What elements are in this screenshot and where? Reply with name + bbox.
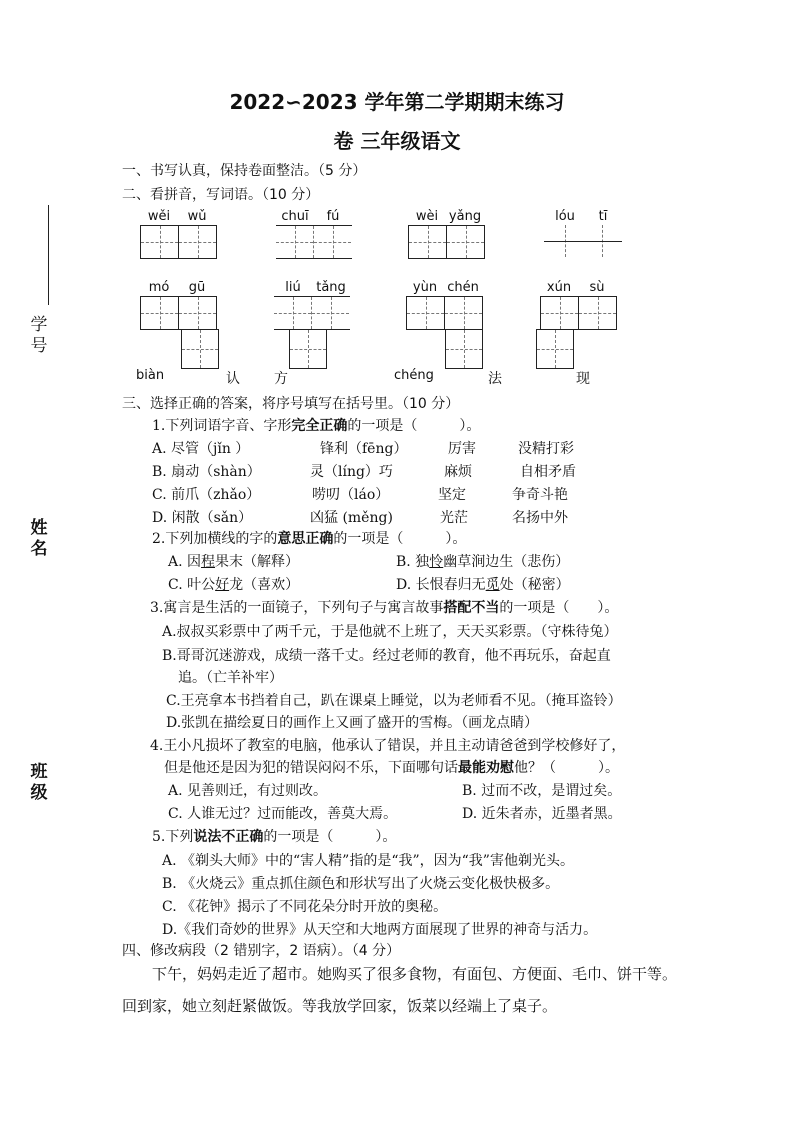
exam-subtitle: 卷 三年级语文 <box>333 129 461 153</box>
pinyin-word-7 <box>406 279 483 330</box>
q1-b-word: 麻烦 <box>444 464 472 480</box>
q1-a-word: 厉害 <box>448 441 476 457</box>
q3-option-b-cont: 追。（亡羊补牢） <box>178 670 283 686</box>
pinyin: tǎng <box>316 280 346 295</box>
question-2-stem: 2.下列加横线的字的意思正确的一项是（ ）。 <box>152 531 467 547</box>
q5-option-b[interactable]: B. 《火烧云》重点抓住颜色和形状写出了火烧云变化极快极多。 <box>162 876 560 892</box>
pinyin: wèi <box>415 209 439 224</box>
pinyin-word-3 <box>408 208 485 259</box>
q1-d-word: 凶猛 (měng) <box>310 510 393 526</box>
student-no-line <box>48 205 49 305</box>
writing-cell[interactable] <box>289 329 327 369</box>
q1-option-b[interactable]: B. 扇动（shàn） <box>152 464 261 480</box>
pinyin: yǎng <box>448 209 482 224</box>
exam-title: 2022∽2023 学年第二学期期末练习 <box>229 90 565 114</box>
pinyin: lóu <box>555 209 575 224</box>
pinyin: wǔ <box>187 209 207 224</box>
writing-cell[interactable] <box>274 297 312 329</box>
pinyin-word-6 <box>274 279 350 330</box>
q1-d-word: 光茫 <box>440 510 468 526</box>
q4-option-b[interactable]: B. 过而不改，是谓过矣。 <box>462 783 622 799</box>
question-3-stem: 3.寓言是生活的一面镜子，下列句子与寓言故事搭配不当的一项是（ ）。 <box>150 600 619 616</box>
writing-cell[interactable] <box>179 297 216 329</box>
q1-b-word: 自相矛盾 <box>520 464 576 480</box>
q3-option-a[interactable]: A.叔叔买彩票中了两千元，于是他就不上班了，天天买彩票。（守株待兔） <box>162 624 618 640</box>
pinyin: sù <box>589 280 605 295</box>
q5-option-a[interactable]: A. 《剃头大师》中的“害人精”指的是“我”，因为“我”害他剃光头。 <box>162 853 574 869</box>
q3-option-d[interactable]: D.张凯在描绘夏日的画作上又画了盛开的雪梅。（画龙点睛） <box>166 715 539 731</box>
writing-cell[interactable] <box>447 226 484 258</box>
q1-c-word: 唠叨（láo） <box>312 487 390 503</box>
pinyin: liú <box>285 280 301 295</box>
class-label: 班级 <box>30 762 48 803</box>
section-1-heading: 一、书写认真，保持卷面整洁。（5 分） <box>122 163 367 179</box>
section-4-heading: 四、修改病段（2 错别字，2 语病）。（4 分） <box>122 943 401 959</box>
writing-cell[interactable] <box>314 226 351 258</box>
q1-b-word: 灵（líng）巧 <box>310 464 393 480</box>
pinyin-word-8 <box>540 279 617 330</box>
section-2-heading: 二、看拼音，写词语。（10 分） <box>122 187 320 203</box>
writing-cell[interactable] <box>276 226 314 258</box>
writing-cell[interactable] <box>181 329 219 369</box>
pinyin: tī <box>598 209 608 224</box>
writing-cell[interactable] <box>579 297 616 329</box>
writing-cell[interactable] <box>407 297 445 329</box>
writing-cell[interactable] <box>445 297 482 329</box>
q3-option-b[interactable]: B.哥哥沉迷游戏，成绩一落千丈。经过老师的教育，他不再玩乐，奋起直 <box>162 648 611 664</box>
q1-option-c[interactable]: C. 前爪（zhǎo） <box>152 487 261 503</box>
section-3-heading: 三、选择正确的答案，将序号填写在括号里。（10 分） <box>122 396 460 412</box>
q4-option-d[interactable]: D. 近朱者赤，近墨者黑。 <box>462 806 622 822</box>
revision-passage: 下午，妈妈走近了超市。她购买了很多食物，有面包、方便面、毛巾、饼干等。回到家，她立刻赶紧做饭。等我放学回家，饭菜以经端上了桌子。 <box>122 965 678 1015</box>
pinyin-word-5 <box>140 279 217 330</box>
writing-cell[interactable] <box>445 329 483 369</box>
writing-cell[interactable] <box>546 225 583 257</box>
pinyin: chéng <box>394 368 434 383</box>
pinyin: wěi <box>147 209 171 224</box>
given-character: 方 <box>274 371 288 387</box>
q1-a-word: 锋利（fēng） <box>320 441 408 457</box>
pinyin-word-4 <box>546 208 624 257</box>
q4-option-a[interactable]: A. 见善则迁，有过则改。 <box>168 783 328 799</box>
pinyin: chuī <box>281 209 309 224</box>
question-5-stem: 5.下列说法不正确的一项是（ ）。 <box>152 829 397 845</box>
writing-cell[interactable] <box>541 297 579 329</box>
question-1-stem: 1.下列词语字音、字形完全正确的一项是（ ）。 <box>152 418 481 434</box>
writing-cell[interactable] <box>583 225 620 257</box>
pinyin: biàn <box>136 368 165 383</box>
q2-option-d[interactable]: D. 长恨春归无觅处（秘密） <box>396 577 570 593</box>
writing-cell[interactable] <box>312 297 349 329</box>
q5-option-d[interactable]: D.《我们奇妙的世界》从天空和大地两方面展现了世界的神奇与活力。 <box>162 922 598 938</box>
pinyin: mó <box>148 280 170 295</box>
writing-cell[interactable] <box>536 329 574 369</box>
writing-cell[interactable] <box>179 226 216 258</box>
q5-option-c[interactable]: C. 《花钟》揭示了不同花朵分时开放的奥秘。 <box>162 899 448 915</box>
q1-a-word: 没精打彩 <box>518 441 574 457</box>
q3-option-c[interactable]: C.王亮拿本书挡着自己，趴在课桌上睡觉，以为老师看不见。（掩耳盗铃） <box>166 693 622 709</box>
pinyin: fú <box>326 209 340 224</box>
q1-d-word: 名扬中外 <box>512 510 568 526</box>
pinyin: xún <box>546 280 572 295</box>
pinyin-word-2 <box>276 208 352 259</box>
q4-option-c[interactable]: C. 人谁无过？过而能改，善莫大焉。 <box>168 806 398 822</box>
q2-option-c[interactable]: C. 叶公好龙（喜欢） <box>168 577 300 593</box>
writing-cell[interactable] <box>409 226 447 258</box>
q2-option-b[interactable]: B. 独怜幽草涧边生（悲伤） <box>396 554 570 570</box>
question-4-stem-2: 但是他还是因为犯的错误闷闷不乐，下面哪句话最能劝慰他？（ ）。 <box>164 760 619 776</box>
writing-cell[interactable] <box>141 297 179 329</box>
pinyin: chén <box>447 280 479 295</box>
given-character: 法 <box>488 371 502 387</box>
q1-c-word: 坚定 <box>438 487 466 503</box>
pinyin: gū <box>188 280 206 295</box>
pinyin-word-1 <box>140 208 217 259</box>
q2-option-a[interactable]: A. 因程果末（解释） <box>168 554 300 570</box>
q1-option-a[interactable]: A. 尽管（jǐn ） <box>152 441 250 457</box>
student-no-label: 学号 <box>30 315 48 356</box>
q1-c-word: 争奇斗艳 <box>512 487 568 503</box>
name-label: 姓名 <box>30 518 48 559</box>
question-4-stem: 4.王小凡损坏了教室的电脑，他承认了错误，并且主动请爸爸到学校修好了， <box>150 738 626 754</box>
given-character: 现 <box>576 371 590 387</box>
given-character: 认 <box>226 371 240 387</box>
q1-option-d[interactable]: D. 闲散（sǎn） <box>152 510 253 526</box>
writing-cell[interactable] <box>141 226 179 258</box>
pinyin: yùn <box>412 280 438 295</box>
